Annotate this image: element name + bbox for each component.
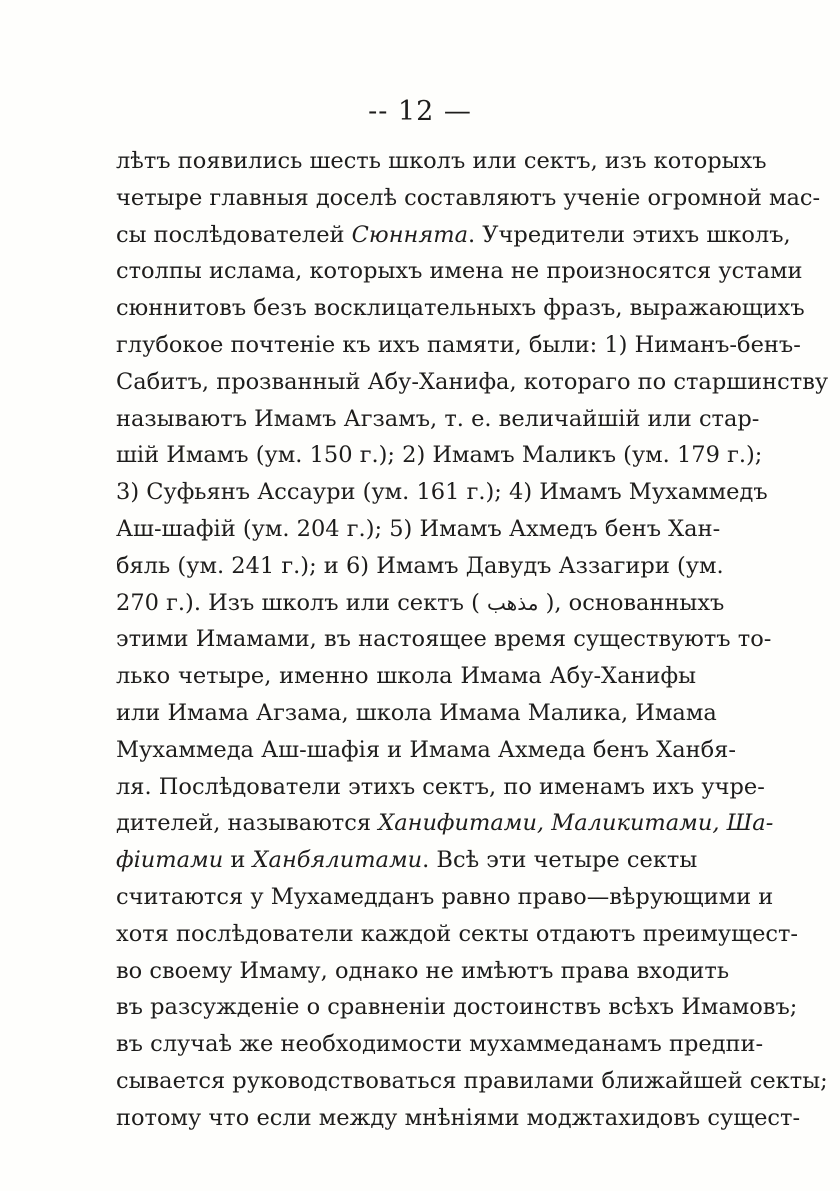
text-segment: сывается руководствоваться правилами ближайшей секты; bbox=[116, 1067, 828, 1094]
text-line bbox=[116, 585, 725, 622]
text-segment: ля. Послѣдователи этихъ сектъ, по именамъ ихъ учре- bbox=[116, 773, 765, 800]
arabic-term: مذهب bbox=[487, 590, 539, 615]
text-segment: или Имама Агзама, школа Имама Малика, Имама bbox=[116, 699, 717, 726]
text-segment: и bbox=[223, 847, 253, 874]
text-segment: считаются у Мухамедданъ равно право—вѣрующими и bbox=[116, 883, 774, 910]
text-line bbox=[116, 695, 717, 732]
text-segment: сюннитовъ безъ восклицательныхъ фразъ, выражающихъ bbox=[116, 295, 805, 322]
text-segment: . Всѣ эти четыре секты bbox=[422, 847, 698, 874]
text-line bbox=[116, 989, 798, 1026]
text-line bbox=[116, 916, 799, 953]
text-line bbox=[116, 180, 821, 217]
text-segment: 270 г.). Изъ школъ или сектъ ( bbox=[116, 589, 488, 616]
text-line bbox=[116, 217, 791, 254]
text-line bbox=[116, 327, 801, 364]
text-segment: сы послѣдователей bbox=[116, 221, 352, 248]
text-line bbox=[116, 1063, 828, 1100]
text-line bbox=[116, 879, 774, 916]
text-line bbox=[116, 290, 805, 327]
text-segment: дителей, называются bbox=[116, 810, 379, 837]
text-segment: столпы ислама, которыхъ имена не произносятся устами bbox=[116, 258, 803, 285]
text-line bbox=[116, 548, 724, 585]
text-segment: въ разсужденіе о сравненіи достоинствъ всѣхъ Имамовъ; bbox=[116, 994, 798, 1021]
text-line bbox=[116, 511, 721, 548]
text-segment: 3) Суфьянъ Ассаури (ум. 161 г.); 4) Имамъ Мухаммедъ bbox=[116, 479, 768, 506]
text-segment: шій Имамъ (ум. 150 г.); 2) Имамъ Маликъ (ум. 179 г.); bbox=[116, 442, 763, 469]
italic-term: Ханифитами, Маликитами, Ша- bbox=[378, 810, 774, 837]
italic-term: Сюннята bbox=[351, 221, 468, 248]
text-line bbox=[116, 732, 736, 769]
text-segment: глубокое почтеніе къ ихъ памяти, были: 1) Ниманъ-бенъ- bbox=[116, 331, 801, 358]
text-line bbox=[116, 474, 768, 511]
text-segment: лько четыре, именно школа Имама Абу-Ханифы bbox=[116, 663, 696, 690]
body-text bbox=[116, 143, 829, 1137]
text-segment: этими Имамами, въ настоящее время существуютъ то- bbox=[116, 626, 772, 653]
text-segment: во своему Имаму, однако не имѣютъ права входить bbox=[116, 957, 730, 984]
text-line bbox=[116, 805, 774, 842]
text-segment: Сабитъ, прозванный Абу-Ханифа, котораго по старшинству bbox=[116, 368, 829, 395]
text-segment: Мухаммеда Аш-шафія и Имама Ахмеда бенъ Ханбя- bbox=[116, 736, 736, 763]
text-segment: лѣтъ появились шесть школъ или сектъ, изъ которыхъ bbox=[116, 148, 767, 174]
text-segment: четыре главныя доселѣ составляютъ ученіе огромной мас- bbox=[116, 184, 821, 211]
italic-term: Ханбялитами bbox=[252, 847, 423, 874]
text-segment: называютъ Имамъ Агзамъ, т. е. величайшій или стар- bbox=[116, 405, 760, 432]
text-line bbox=[116, 437, 763, 474]
text-line bbox=[116, 621, 772, 658]
text-line bbox=[116, 769, 765, 806]
text-line bbox=[116, 143, 767, 180]
text-line bbox=[116, 253, 803, 290]
text-segment: . Учредители этихъ школъ, bbox=[467, 221, 791, 248]
text-segment: ), основанныхъ bbox=[538, 589, 725, 616]
page-number: -- 12 — bbox=[368, 96, 472, 127]
text-line bbox=[116, 401, 760, 438]
text-line bbox=[116, 953, 730, 990]
text-segment: Аш-шафій (ум. 204 г.); 5) Имамъ Ахмедъ бенъ Хан- bbox=[116, 515, 721, 542]
text-segment: хотя послѣдователи каждой секты отдаютъ преимущест- bbox=[116, 920, 799, 947]
text-segment: потому что если между мнѣніями моджтахидовъ сущест- bbox=[116, 1104, 801, 1131]
text-line bbox=[116, 1026, 764, 1063]
italic-term: фіитами bbox=[116, 847, 224, 874]
text-line bbox=[116, 842, 696, 879]
text-segment: въ случаѣ же необходимости мухаммеданамъ предпи- bbox=[116, 1031, 764, 1058]
text-line bbox=[116, 364, 829, 401]
text-line bbox=[116, 658, 696, 695]
text-line bbox=[116, 1100, 801, 1137]
text-segment: бяль (ум. 241 г.); и 6) Имамъ Давудъ Аззагири (ум. bbox=[116, 552, 724, 579]
